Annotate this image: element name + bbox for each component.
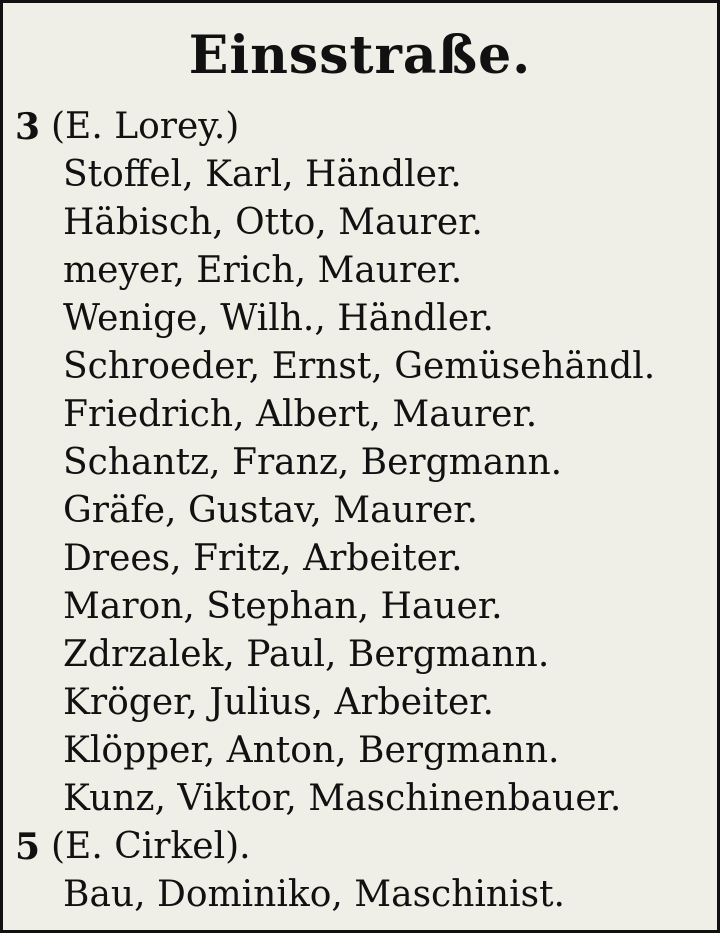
resident-entry [3, 343, 720, 391]
resident-text: Drees, Fritz, Arbeiter. [63, 538, 463, 579]
resident-text: Zdrzalek, Paul, Bergmann. [63, 634, 550, 675]
resident-text: Maron, Stephan, Hauer. [63, 586, 503, 627]
resident-entry [3, 199, 720, 247]
entries-list [3, 103, 720, 919]
resident-entry [3, 295, 720, 343]
resident-entry [3, 679, 720, 727]
resident-text: Schroeder, Ernst, Gemüsehändl. [63, 346, 656, 387]
resident-text: Stoffel, Karl, Händler. [63, 154, 462, 195]
resident-entry [3, 247, 720, 295]
resident-entry [3, 775, 720, 823]
resident-text: Gräfe, Gustav, Maurer. [63, 490, 478, 531]
resident-text: meyer, Erich, Maurer. [63, 250, 463, 291]
resident-entry [3, 631, 720, 679]
house-number: 3 [15, 106, 41, 148]
resident-text: Häbisch, Otto, Maurer. [63, 202, 483, 243]
house-owner: (E. Lorey.) [51, 106, 240, 147]
resident-entry [3, 727, 720, 775]
resident-entry [3, 151, 720, 199]
resident-entry [3, 535, 720, 583]
resident-text: Kunz, Viktor, Maschinenbauer. [63, 778, 622, 819]
resident-text: Schantz, Franz, Bergmann. [63, 442, 563, 483]
resident-entry [3, 487, 720, 535]
resident-entry [3, 391, 720, 439]
house-entry [3, 103, 720, 151]
house-number: 5 [15, 826, 41, 868]
resident-text: Wenige, Wilh., Händler. [63, 298, 494, 339]
resident-text: Klöpper, Anton, Bergmann. [63, 730, 560, 771]
house-entry [3, 823, 720, 871]
resident-text: Friedrich, Albert, Maurer. [63, 394, 538, 435]
resident-entry [3, 439, 720, 487]
resident-entry [3, 583, 720, 631]
resident-text: Bau, Dominiko, Maschinist. [63, 874, 565, 915]
resident-entry [3, 871, 720, 919]
resident-text: Kröger, Julius, Arbeiter. [63, 682, 494, 723]
street-title: Einsstraße. [188, 25, 532, 86]
house-owner: (E. Cirkel). [51, 826, 251, 867]
